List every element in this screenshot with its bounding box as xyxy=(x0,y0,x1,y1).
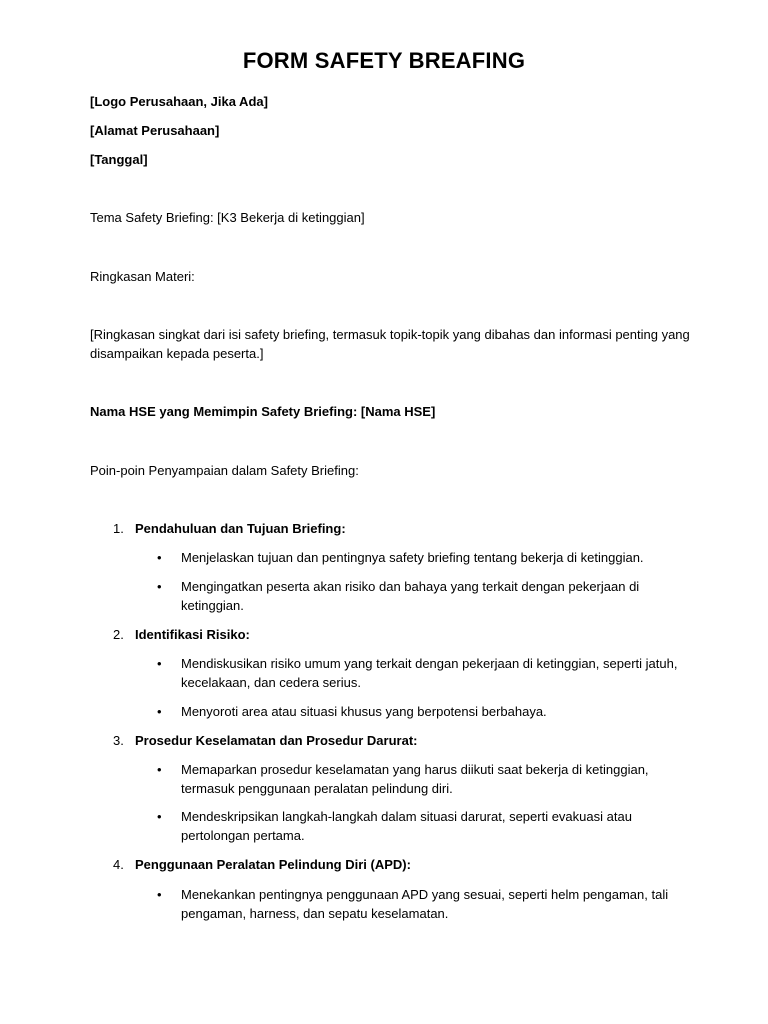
bullet-icon: • xyxy=(157,704,162,719)
bullet-icon: • xyxy=(157,550,162,565)
item-number: 4. xyxy=(113,857,124,872)
bullet-icon: • xyxy=(157,762,162,777)
item-title: Penggunaan Peralatan Pelindung Diri (APD): xyxy=(135,857,411,872)
bullet-text: Menekankan pentingnya penggunaan APD yang sesuai, seperti helm pengaman, tali pengaman, harness, dan sepatu keselamatan. xyxy=(181,887,669,921)
bullet-icon: • xyxy=(157,887,162,902)
address-placeholder: [Alamat Perusahaan] xyxy=(90,123,220,138)
item-number: 1. xyxy=(113,521,124,536)
bullet-text: Menjelaskan tujuan dan pentingnya safety briefing tentang bekerja di ketinggian. xyxy=(181,550,644,565)
bullet-icon: • xyxy=(157,809,162,824)
item-number: 3. xyxy=(113,733,124,748)
logo-placeholder: [Logo Perusahaan, Jika Ada] xyxy=(90,94,268,109)
bullet-text: Mendeskripsikan langkah-langkah dalam situasi darurat, seperti evakuasi atau pertolongan pertama. xyxy=(181,809,632,843)
theme-line: Tema Safety Briefing: [K3 Bekerja di ketinggian] xyxy=(90,210,365,225)
date-placeholder: [Tanggal] xyxy=(90,152,148,167)
page-title: FORM SAFETY BREAFING xyxy=(242,48,526,73)
bullet-text: Mendiskusikan risiko umum yang terkait dengan pekerjaan di ketinggian, seperti jatuh, kecelakaan, dan cedera serius. xyxy=(181,656,678,690)
bullet-icon: • xyxy=(157,656,162,671)
item-number: 2. xyxy=(113,627,124,642)
summary-text: [Ringkasan singkat dari isi safety briefing, termasuk topik-topik yang dibahas dan informasi penting yang disampaikan kepada peserta.] xyxy=(90,327,690,361)
bullet-icon: • xyxy=(157,579,162,594)
hse-line: Nama HSE yang Memimpin Safety Briefing: [Nama HSE] xyxy=(90,404,436,419)
bullet-text: Memaparkan prosedur keselamatan yang harus diikuti saat bekerja di ketinggian, termasuk penggunaan peralatan pelindung diri. xyxy=(181,762,649,796)
item-title: Identifikasi Risiko: xyxy=(135,627,250,642)
bullet-text: Menyoroti area atau situasi khusus yang berpotensi berbahaya. xyxy=(181,704,547,719)
points-label: Poin-poin Penyampaian dalam Safety Briefing: xyxy=(90,463,359,478)
item-title: Pendahuluan dan Tujuan Briefing: xyxy=(135,521,346,536)
bullet-text: Mengingatkan peserta akan risiko dan bahaya yang terkait dengan pekerjaan di ketinggian. xyxy=(181,579,640,613)
item-title: Prosedur Keselamatan dan Prosedur Darurat: xyxy=(135,733,418,748)
summary-label: Ringkasan Materi: xyxy=(90,269,195,284)
